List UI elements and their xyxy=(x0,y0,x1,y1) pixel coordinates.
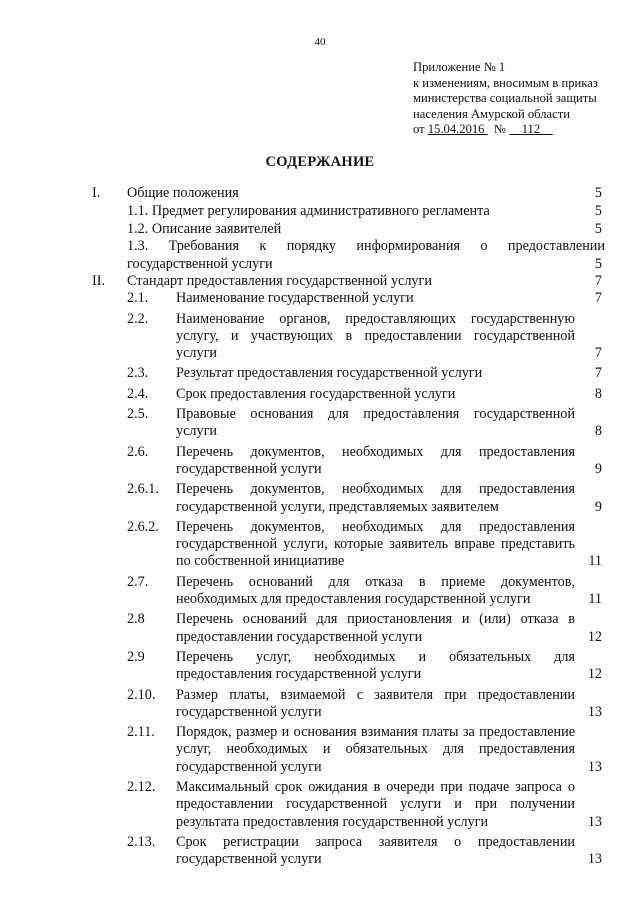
toc-entry-page: 13 xyxy=(587,813,602,830)
toc-entry-text: Результат предоставления государственной услуги xyxy=(176,365,483,382)
table-of-contents xyxy=(92,185,605,868)
toc-entry xyxy=(92,406,602,441)
toc-entry-text: Перечень оснований для отказа в приеме документов, необходимых для предоставления государственной услуги xyxy=(176,573,575,608)
toc-entry-page: 12 xyxy=(587,628,602,645)
toc-entry-number: 2.5. xyxy=(127,406,149,423)
toc-entry xyxy=(92,444,602,479)
appendix-date-line xyxy=(413,122,598,138)
toc-entry-text: 1.2. Описание заявителей xyxy=(127,220,282,237)
page-number: 40 xyxy=(314,36,326,48)
toc-entry-text: Порядок, размер и основания взимания платы за предоставление услуг, необходимых и обязательных для предоставления государственной услуги xyxy=(176,724,575,775)
toc-entry-number: 2.4. xyxy=(127,385,149,402)
toc-entry-page: 9 xyxy=(594,460,602,477)
toc-entry xyxy=(92,290,602,307)
toc-entry-page: 13 xyxy=(587,703,602,720)
toc-entry-number: 2.13. xyxy=(127,833,156,850)
page-title: СОДЕРЖАНИЕ xyxy=(265,154,375,170)
toc-entry-page: 7 xyxy=(594,290,602,307)
toc-entry xyxy=(92,386,602,403)
toc-entry-page: 5 xyxy=(594,220,602,237)
toc-entry-page: 7 xyxy=(594,365,602,382)
toc-entry-number: 2.6.2. xyxy=(127,518,159,535)
toc-entry xyxy=(92,203,602,220)
toc-entry-page: 7 xyxy=(594,272,602,289)
toc-entry-page: 13 xyxy=(587,758,602,775)
toc-entry-text: Срок предоставления государственной услуги xyxy=(176,385,456,402)
toc-entry xyxy=(92,779,602,831)
appendix-line-3: министерства социальной защиты xyxy=(413,91,597,106)
toc-entry-number: 2.11. xyxy=(127,724,155,741)
toc-entry-page: 7 xyxy=(594,345,602,362)
toc-entry-text: Перечень документов, необходимых для предоставления государственной услуги, которые заявитель вправе представить по собственной инициативе xyxy=(176,518,575,570)
toc-entry-page: 5 xyxy=(594,202,602,219)
toc-entry-number: 2.8 xyxy=(127,611,145,628)
order-date: 15.04.2016 xyxy=(427,122,485,137)
toc-entry-page: 5 xyxy=(594,255,602,272)
toc-entry-page: 12 xyxy=(587,666,602,683)
toc-entry-page: 11 xyxy=(588,553,602,570)
toc-entry-number: I. xyxy=(92,185,101,201)
date-prefix: от xyxy=(413,122,425,137)
toc-entry xyxy=(92,185,602,202)
toc-entry-text: Максимальный срок ожидания в очереди при подаче запроса о предоставлении государственной услуги и при получении результата предоставления государственной услуги xyxy=(176,779,575,830)
toc-entry-number: II. xyxy=(92,272,105,289)
order-number: 112 xyxy=(521,122,541,137)
toc-entry xyxy=(92,273,602,290)
toc-entry-page: 8 xyxy=(594,385,602,402)
appendix-line-2: к изменениям, вносимым в приказ xyxy=(413,75,598,90)
toc-entry-text: Перечень документов, необходимых для предоставления государственной услуги xyxy=(176,443,575,477)
appendix-line-1: Приложение № 1 xyxy=(413,60,506,74)
toc-entry-text: Общие положения xyxy=(127,185,239,201)
toc-entry-text: Наименование органов, предоставляющих государственную услугу, и участвующих в предоставлении государственной услуги xyxy=(176,310,575,362)
toc-entry xyxy=(92,574,602,609)
toc-entry-number: 2.3. xyxy=(127,365,149,382)
toc-entry-number: 2.6. xyxy=(127,443,149,460)
toc-entry-page: 9 xyxy=(594,498,602,515)
toc-entry xyxy=(92,238,605,273)
toc-entry xyxy=(92,221,602,238)
toc-entry-page: 11 xyxy=(588,591,602,608)
toc-entry-text: Наименование государственной услуги xyxy=(176,290,414,307)
toc-entry-page: 5 xyxy=(594,185,602,201)
toc-entry xyxy=(92,687,602,722)
toc-entry xyxy=(92,365,602,382)
toc-entry-page: 13 xyxy=(587,851,602,868)
toc-entry-number: 2.7. xyxy=(127,573,149,590)
toc-entry-page: 8 xyxy=(594,423,602,440)
toc-entry xyxy=(92,611,602,646)
toc-entry-number: 2.12. xyxy=(127,779,156,795)
toc-entry xyxy=(92,481,602,516)
toc-entry-text: Размер платы, взимаемой с заявителя при предоставлении государственной услуги xyxy=(176,686,575,720)
toc-entry-text: 1.3. Требования к порядку информирования о предоставлении государственной услуги xyxy=(127,238,605,272)
toc-entry-number: 2.10. xyxy=(127,686,156,703)
toc-entry-text: Правовые основания для предоставления государственной услуги xyxy=(176,406,575,440)
toc-entry-text: 1.1. Предмет регулирования административного регламента xyxy=(127,202,490,219)
appendix-line-4: населения Амурской области xyxy=(413,106,570,121)
toc-entry-text: Перечень документов, необходимых для предоставления государственной услуги, представляемых заявителем xyxy=(176,481,575,515)
appendix-block xyxy=(413,60,598,138)
toc-entry-text: Перечень услуг, необходимых и обязательных для предоставления государственной услуги xyxy=(176,648,575,683)
toc-entry-number: 2.2. xyxy=(127,310,149,327)
toc-entry-text: Стандарт предоставления государственной услуги xyxy=(127,272,432,289)
toc-entry xyxy=(92,649,602,684)
toc-entry-number: 2.1. xyxy=(127,290,149,307)
number-sign: № xyxy=(493,122,506,137)
toc-entry-number: 2.9 xyxy=(127,648,145,665)
toc-entry xyxy=(92,724,602,776)
toc-entry xyxy=(92,834,602,869)
toc-entry-text: Срок регистрации запроса заявителя о предоставлении государственной услуги xyxy=(176,833,575,868)
toc-entry xyxy=(92,311,602,363)
toc-entry xyxy=(92,519,602,571)
toc-entry-number: 2.6.1. xyxy=(127,481,159,498)
toc-entry-text: Перечень оснований для приостановления и (или) отказа в предоставлении государственной услуги xyxy=(176,611,575,645)
